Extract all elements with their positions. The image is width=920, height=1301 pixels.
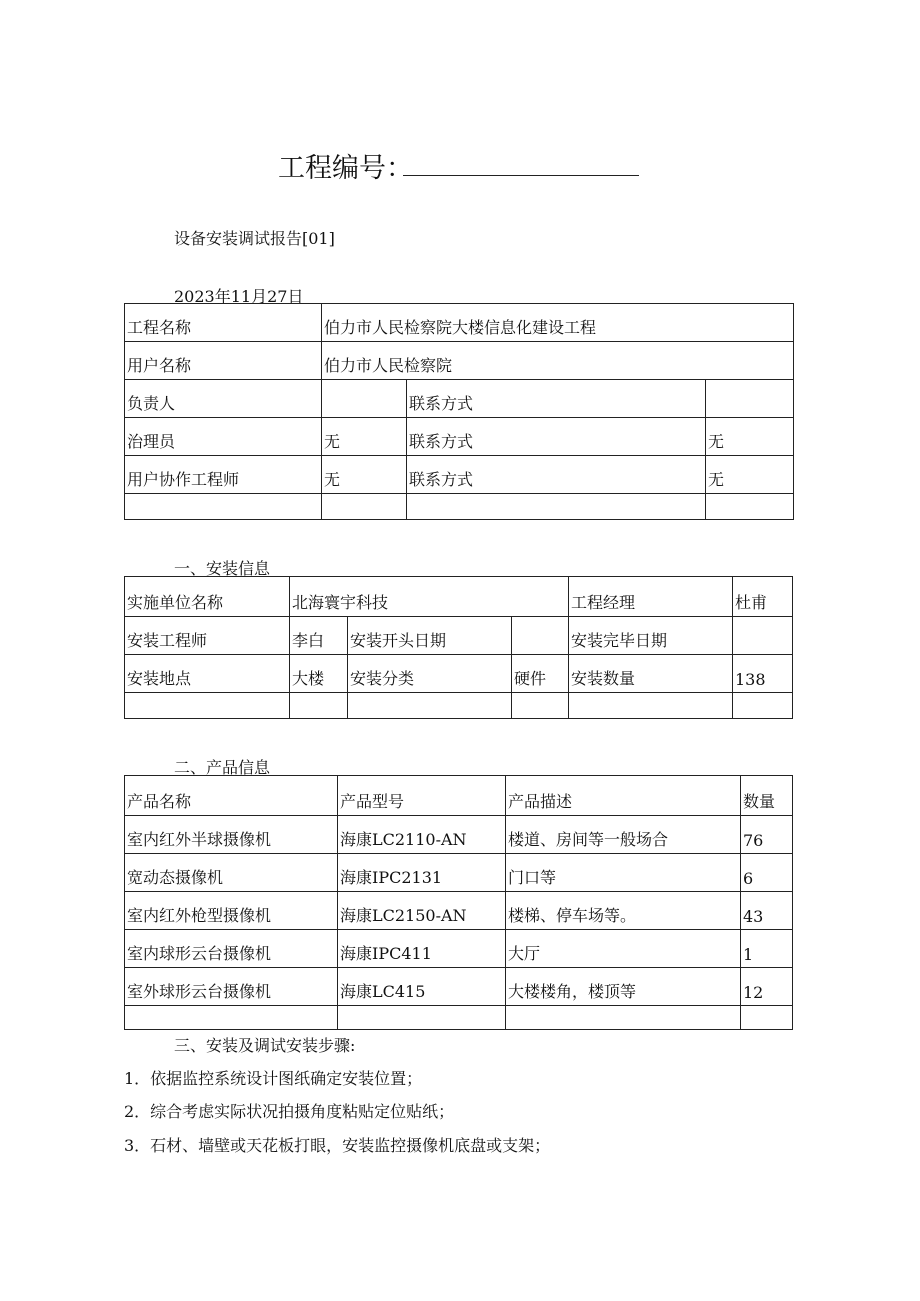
location-label: 安装地点	[125, 655, 290, 693]
contact-row-name: 无	[322, 418, 407, 456]
table-row	[125, 930, 793, 968]
column-header: 产品名称	[125, 776, 338, 816]
end-date-value	[733, 617, 793, 655]
table-row	[125, 892, 793, 930]
category-value: 硬件	[512, 655, 569, 693]
empty-cell	[125, 1006, 338, 1030]
table-row	[125, 854, 793, 892]
product-info-heading: 二、产品信息	[174, 758, 271, 777]
unit-label: 实施单位名称	[125, 577, 290, 617]
user-name-label: 用户名称	[125, 342, 322, 380]
project-name-value: 伯力市人民检察院大楼信息化建设工程	[322, 304, 794, 342]
table-row	[125, 816, 793, 854]
report-title: 设备安装调试报告[01]	[174, 229, 335, 248]
product-table	[124, 775, 793, 1030]
product-quantity: 43	[741, 892, 793, 930]
empty-cell	[290, 693, 348, 719]
empty-cell	[338, 1006, 506, 1030]
end-date-label: 安装完毕日期	[569, 617, 733, 655]
install-info-heading: 一、安装信息	[174, 559, 271, 578]
project-name-label: 工程名称	[125, 304, 322, 342]
contact-row-contact	[706, 380, 794, 418]
step-item: 1．依据监控系统设计图纸确定安装位置；	[124, 1069, 423, 1088]
product-quantity: 12	[741, 968, 793, 1006]
start-date-label: 安装开头日期	[348, 617, 512, 655]
contact-row-contact-label: 联系方式	[407, 380, 706, 418]
empty-cell	[348, 693, 512, 719]
contact-row-contact: 无	[706, 456, 794, 494]
step-item: 2．综合考虑实际状况拍摄角度粘贴定位贴纸；	[124, 1102, 455, 1121]
report-date: 2023年11月27日	[174, 287, 304, 306]
engineer-label: 安装工程师	[125, 617, 290, 655]
empty-cell	[512, 693, 569, 719]
product-description: 楼梯、停车场等。	[506, 892, 741, 930]
contact-row-name: 无	[322, 456, 407, 494]
empty-cell	[733, 693, 793, 719]
product-name: 宽动态摄像机	[125, 854, 338, 892]
product-model: 海康IPC411	[338, 930, 506, 968]
count-value: 138	[733, 655, 793, 693]
product-description: 大厅	[506, 930, 741, 968]
page-title: 工程编号：	[278, 153, 413, 184]
product-model: 海康LC2150-AN	[338, 892, 506, 930]
install-info-table	[124, 576, 793, 719]
project-table	[124, 303, 794, 520]
manager-label: 工程经理	[569, 577, 733, 617]
product-quantity: 6	[741, 854, 793, 892]
empty-cell	[407, 494, 706, 520]
table-row	[125, 968, 793, 1006]
engineer-value: 李白	[290, 617, 348, 655]
empty-cell	[125, 494, 322, 520]
user-name-value: 伯力市人民检察院	[322, 342, 794, 380]
product-description: 大楼楼角，楼顶等	[506, 968, 741, 1006]
product-model: 海康IPC2131	[338, 854, 506, 892]
empty-cell	[506, 1006, 741, 1030]
product-model: 海康LC2110-AN	[338, 816, 506, 854]
empty-cell	[741, 1006, 793, 1030]
product-name: 室内球形云台摄像机	[125, 930, 338, 968]
project-number-blank	[403, 175, 639, 176]
contact-row-role: 负责人	[125, 380, 322, 418]
unit-value: 北海寰宇科技	[290, 577, 569, 617]
product-quantity: 76	[741, 816, 793, 854]
column-header: 产品型号	[338, 776, 506, 816]
contact-row-role: 治理员	[125, 418, 322, 456]
product-name: 室外球形云台摄像机	[125, 968, 338, 1006]
product-name: 室内红外枪型摄像机	[125, 892, 338, 930]
steps-heading: 三、安装及调试安装步骤:	[174, 1036, 356, 1055]
product-description: 门口等	[506, 854, 741, 892]
product-quantity: 1	[741, 930, 793, 968]
column-header: 产品描述	[506, 776, 741, 816]
contact-row-contact-label: 联系方式	[407, 456, 706, 494]
contact-row-contact: 无	[706, 418, 794, 456]
empty-cell	[125, 693, 290, 719]
column-header: 数量	[741, 776, 793, 816]
product-name: 室内红外半球摄像机	[125, 816, 338, 854]
product-description: 楼道、房间等一般场合	[506, 816, 741, 854]
category-label: 安装分类	[348, 655, 512, 693]
manager-value: 杜甫	[733, 577, 793, 617]
location-value: 大楼	[290, 655, 348, 693]
start-date-value	[512, 617, 569, 655]
count-label: 安装数量	[569, 655, 733, 693]
empty-cell	[706, 494, 794, 520]
contact-row-role: 用户协作工程师	[125, 456, 322, 494]
contact-row-contact-label: 联系方式	[407, 418, 706, 456]
product-model: 海康LC415	[338, 968, 506, 1006]
contact-row-name	[322, 380, 407, 418]
step-item: 3．石材、墙壁或天花板打眼，安装监控摄像机底盘或支架；	[124, 1136, 551, 1155]
empty-cell	[322, 494, 407, 520]
empty-cell	[569, 693, 733, 719]
